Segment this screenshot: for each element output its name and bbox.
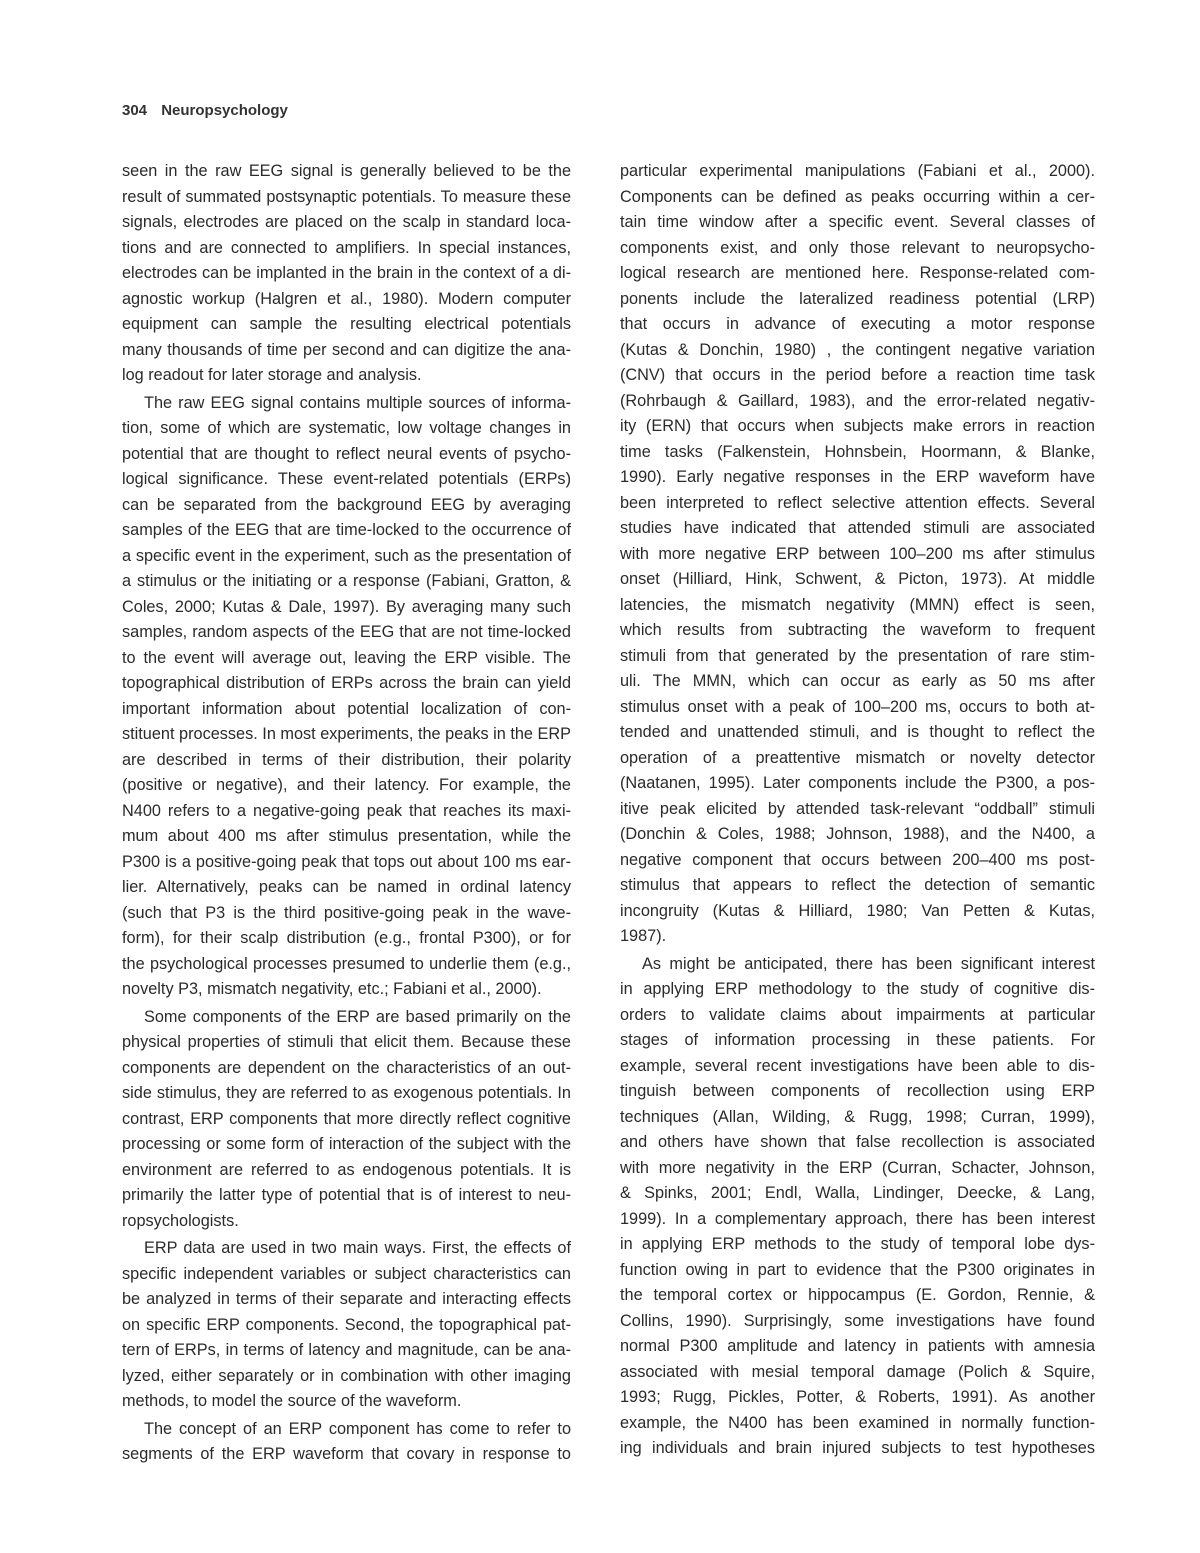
text-line: novelty P3, mismatch negativity, etc.; Fabiani et al., 2000). — [122, 980, 542, 998]
text-line: time tasks (Falkenstein, Hohnsbein, Hoormann, & Blanke, — [620, 442, 1095, 461]
text-line: primarily the latter type of potential that is of interest to neu- — [122, 1186, 571, 1204]
text-line: example, the N400 has been examined in normally function- — [620, 1413, 1095, 1432]
text-line: processing or some form of interaction of the subject with the — [122, 1135, 571, 1153]
text-line: segments of the ERP waveform that covary in response to — [122, 1445, 571, 1463]
text-line: function owing in part to evidence that the P300 originates in — [620, 1260, 1095, 1279]
text-line: are described in terms of their distribution, their polarity — [122, 750, 571, 769]
text-line: 1999). In a complementary approach, there has been interest — [620, 1209, 1095, 1228]
text-line: As might be anticipated, there has been significant interest — [642, 954, 1095, 973]
text-line: N400 refers to a negative-going peak that reaches its maxi- — [122, 801, 571, 820]
text-line: stimulus that appears to reflect the detection of semantic — [620, 876, 1095, 894]
text-line: tinguish between components of recollection using ERP — [620, 1082, 1095, 1100]
text-line: the psychological processes presumed to underlie them (e.g., — [122, 954, 571, 973]
text-line: ponents include the lateralized readiness potential (LRP) — [620, 289, 1095, 308]
text-line: be analyzed in terms of their separate and interacting effects — [122, 1290, 571, 1308]
text-line: environment are referred to as endogenous potentials. It is — [122, 1160, 571, 1179]
text-line: The concept of an ERP component has come to refer to — [144, 1419, 571, 1438]
text-line: components are dependent on the characteristics of an out- — [122, 1058, 571, 1077]
text-line: side stimulus, they are referred to as exogenous potentials. In — [122, 1084, 571, 1102]
left-column — [122, 159, 571, 1468]
text-line: particular experimental manipulations (Fabiani et al., 2000). — [620, 162, 1095, 180]
text-line: (Naatanen, 1995). Later components include the P300, a pos- — [620, 774, 1095, 792]
text-line: incongruity (Kutas & Hilliard, 1980; Van Petten & Kutas, — [620, 901, 1095, 920]
text-line: result of summated postsynaptic potentials. To measure these — [122, 187, 571, 206]
text-line: 1987). — [620, 927, 667, 945]
text-line: ity (ERN) that occurs when subjects make errors in reaction — [620, 417, 1095, 435]
page-number: 304 — [122, 102, 148, 119]
text-line: 1993; Rugg, Pickles, Potter, & Roberts, 1991). As another — [620, 1388, 1095, 1406]
text-line: tern of ERPs, in terms of latency and magnitude, can be ana- — [122, 1341, 571, 1359]
text-line: Coles, 2000; Kutas & Dale, 1997). By averaging many such — [122, 597, 571, 616]
text-line: been interpreted to reflect selective attention effects. Several — [620, 493, 1095, 512]
text-line: stages of information processing in these patients. For — [620, 1031, 1095, 1049]
text-line: which results from subtracting the waveform to frequent — [620, 621, 1095, 639]
text-line: seen in the raw EEG signal is generally believed to be the — [122, 162, 571, 180]
text-line: tain time window after a specific event. Several classes of — [620, 213, 1095, 231]
text-line: tended and unattended stimuli, and is thought to reflect the — [620, 723, 1095, 741]
text-line: orders to validate claims about impairments at particular — [620, 1005, 1095, 1024]
text-line: 1990). Early negative responses in the ERP waveform have — [620, 468, 1095, 486]
text-line: The raw EEG signal contains multiple sources of informa- — [144, 393, 571, 412]
text-line: important information about potential localization of con- — [122, 699, 571, 718]
text-line: example, several recent investigations have been able to dis- — [620, 1056, 1095, 1075]
text-line: stituent processes. In most experiments, the peaks in the ERP — [122, 725, 571, 743]
text-line: contrast, ERP components that more directly reflect cognitive — [122, 1109, 571, 1128]
text-line: signals, electrodes are placed on the scalp in standard loca- — [122, 213, 571, 231]
text-line: in applying ERP methods to the study of temporal lobe dys- — [620, 1235, 1095, 1253]
text-line: electrodes can be implanted in the brain in the context of a di- — [122, 264, 571, 282]
text-line: lier. Alternatively, peaks can be named in ordinal latency — [122, 878, 571, 896]
text-line: tion, some of which are systematic, low voltage changes in — [122, 419, 571, 437]
text-line: the temporal cortex or hippocampus (E. Gordon, Rennie, & — [620, 1286, 1095, 1304]
text-line: Collins, 1990). Surprisingly, some investigations have found — [620, 1311, 1095, 1330]
text-line: to the event will average out, leaving the ERP visible. The — [122, 648, 571, 667]
text-line: samples of the EEG that are time-locked to the occurrence of — [122, 521, 571, 539]
text-line: equipment can sample the resulting electrical potentials — [122, 315, 571, 333]
text-line: logical research are mentioned here. Response-related com- — [620, 264, 1095, 282]
running-title: Neuropsychology — [161, 102, 288, 119]
text-line: (Donchin & Coles, 1988; Johnson, 1988), and the N400, a — [620, 825, 1095, 843]
text-line: lyzed, either separately or in combination with other imaging — [122, 1366, 571, 1385]
text-line: stimuli from that generated by the presentation of rare stim- — [620, 646, 1095, 665]
running-header — [122, 102, 288, 119]
text-line: mum about 400 ms after stimulus presentation, while the — [122, 827, 571, 845]
text-line: logical significance. These event-related potentials (ERPs) — [122, 470, 571, 488]
text-line: associated with mesial temporal damage (Polich & Squire, — [620, 1362, 1095, 1381]
text-line: in applying ERP methodology to the study of cognitive dis- — [620, 980, 1095, 998]
text-line: tions and are connected to amplifiers. In special instances, — [122, 238, 571, 257]
text-line: normal P300 amplitude and latency in patients with amnesia — [620, 1337, 1095, 1355]
text-line: a specific event in the experiment, such as the presentation of — [122, 546, 571, 565]
text-line: negative component that occurs between 200–400 ms post- — [620, 850, 1095, 869]
text-line: P300 is a positive-going peak that tops out about 100 ms ear- — [122, 852, 571, 871]
right-column — [620, 159, 1095, 1462]
text-line: with more negativity in the ERP (Curran, Schacter, Johnson, — [620, 1158, 1095, 1177]
text-line: & Spinks, 2001; Endl, Walla, Lindinger, Deecke, & Lang, — [620, 1184, 1095, 1202]
text-line: log readout for later storage and analysis. — [122, 366, 422, 384]
text-line: components exist, and only those relevant to neuropsycho- — [620, 238, 1095, 257]
text-line: agnostic workup (Halgren et al., 1980). Modern computer — [122, 289, 571, 308]
text-line: that occurs in advance of executing a motor response — [620, 315, 1095, 333]
text-line: (Rohrbaugh & Gaillard, 1983), and the error-related negativ- — [620, 391, 1095, 410]
text-line: (CNV) that occurs in the period before a reaction time task — [620, 366, 1095, 384]
text-line: methods, to model the source of the waveform. — [122, 1392, 462, 1410]
text-line: potential that are thought to reflect neural events of psycho- — [122, 444, 571, 463]
text-line: (positive or negative), and their latency. For example, the — [122, 776, 571, 794]
text-line: and others have shown that false recollection is associated — [620, 1133, 1095, 1151]
text-line: topographical distribution of ERPs across the brain can yield — [122, 674, 571, 692]
text-line: ropsychologists. — [122, 1211, 239, 1230]
text-line: specific independent variables or subject characteristics can — [122, 1264, 571, 1283]
text-line: studies have indicated that attended stimuli are associated — [620, 519, 1095, 537]
text-line: physical properties of stimuli that elicit them. Because these — [122, 1033, 571, 1051]
text-line: can be separated from the background EEG by averaging — [122, 495, 571, 514]
text-line: stimulus onset with a peak of 100–200 ms, occurs to both at- — [620, 697, 1095, 716]
text-line: (Kutas & Donchin, 1980) , the contingent negative variation — [620, 340, 1095, 359]
text-line: latencies, the mismatch negativity (MMN) effect is seen, — [620, 595, 1095, 614]
text-line: uli. The MMN, which can occur as early as 50 ms after — [620, 672, 1095, 690]
text-line: onset (Hilliard, Hink, Schwent, & Picton, 1973). At middle — [620, 570, 1095, 588]
text-line: itive peak elicited by attended task-relevant “oddball” stimuli — [620, 799, 1095, 818]
text-line: samples, random aspects of the EEG that are not time-locked — [122, 623, 571, 641]
text-line: ing individuals and brain injured subjects to test hypotheses — [620, 1439, 1095, 1457]
text-line: on specific ERP components. Second, the topographical pat- — [122, 1315, 571, 1334]
text-line: form), for their scalp distribution (e.g., frontal P300), or for — [122, 929, 571, 947]
text-line: a stimulus or the initiating or a response (Fabiani, Gratton, & — [122, 572, 571, 590]
text-line: many thousands of time per second and can digitize the ana- — [122, 340, 571, 359]
text-line: with more negative ERP between 100–200 ms after stimulus — [620, 544, 1095, 563]
text-line: ERP data are used in two main ways. First, the effects of — [144, 1239, 571, 1257]
text-line: Components can be defined as peaks occurring within a cer- — [620, 187, 1095, 206]
text-line: Some components of the ERP are based primarily on the — [144, 1007, 571, 1026]
text-line: techniques (Allan, Wilding, & Rugg, 1998; Curran, 1999), — [620, 1107, 1095, 1126]
text-line: (such that P3 is the third positive-going peak in the wave- — [122, 903, 571, 922]
text-line: operation of a preattentive mismatch or novelty detector — [620, 748, 1095, 767]
